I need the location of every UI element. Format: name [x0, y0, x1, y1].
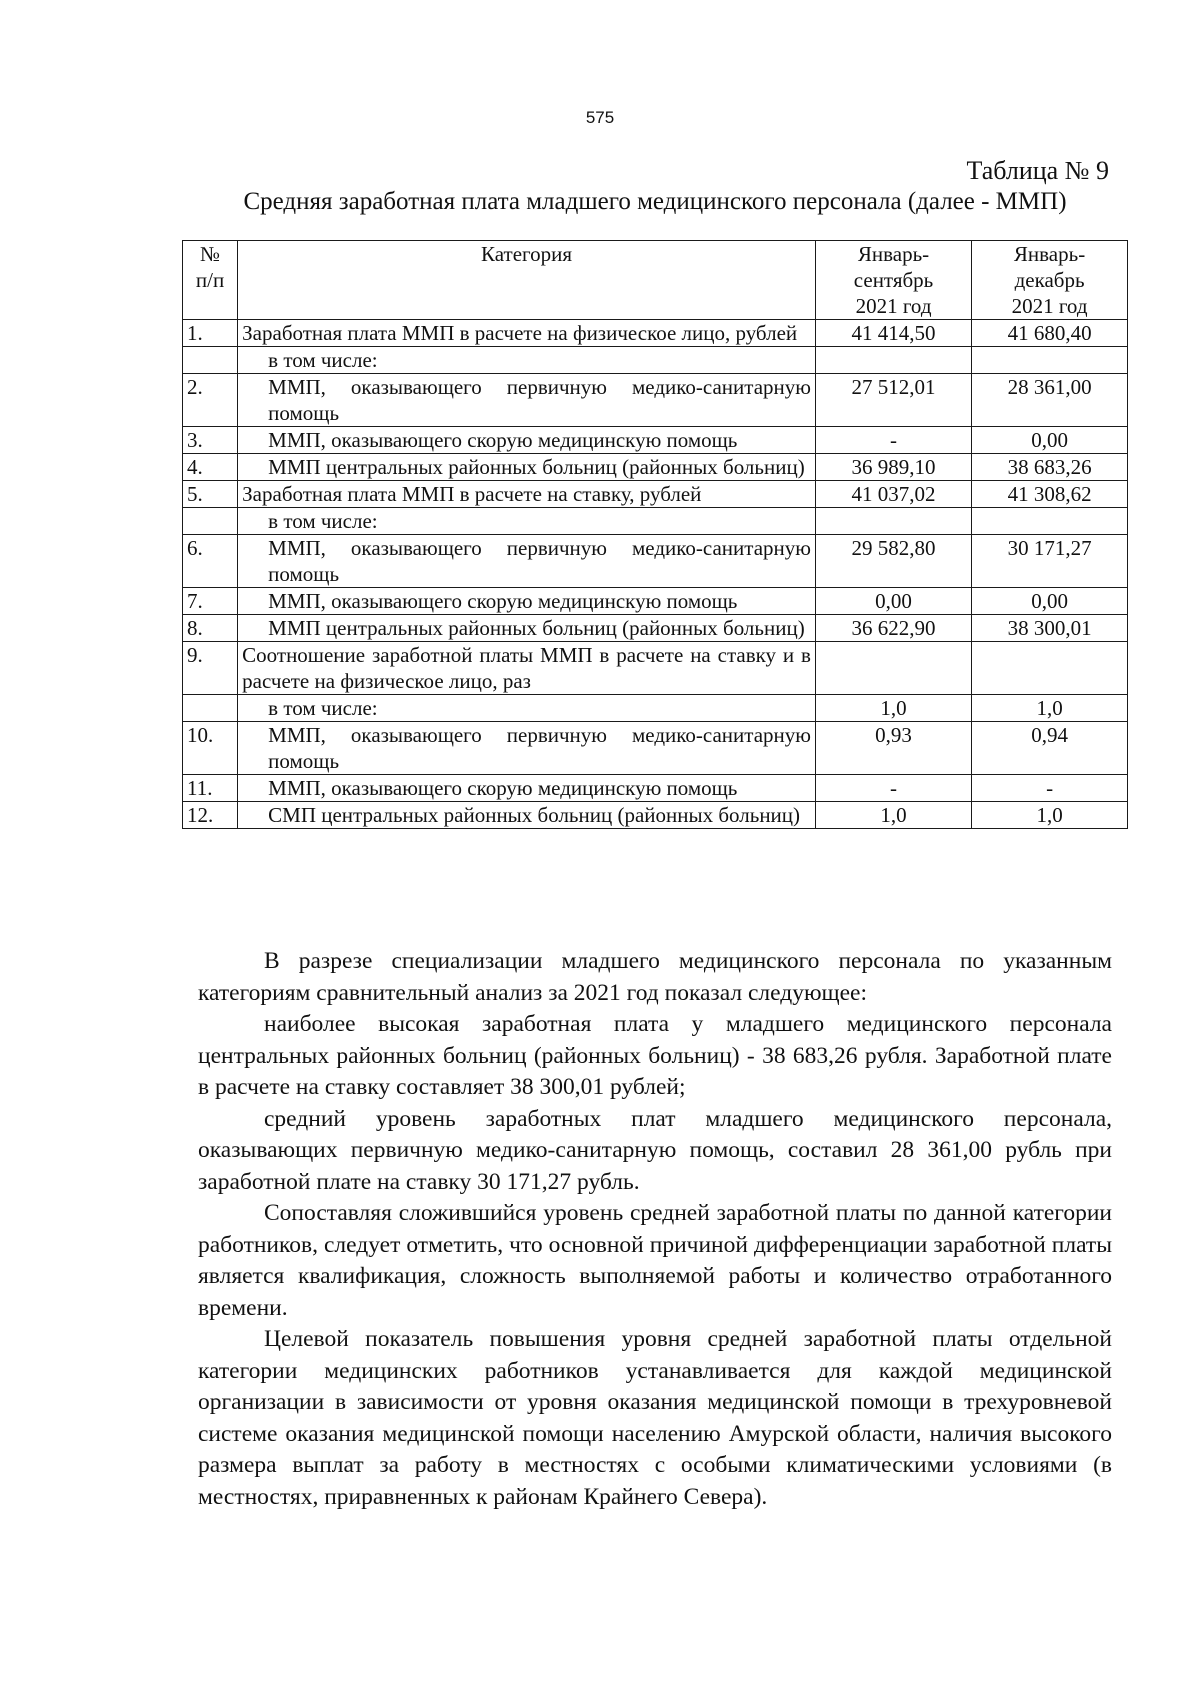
- body-text: [198, 946, 1112, 1513]
- row-value-sep: 41 037,02: [815, 481, 971, 508]
- row-value-dec: 1,0: [972, 695, 1128, 722]
- row-value-sep: 0,00: [815, 588, 971, 615]
- row-value-sep: -: [815, 775, 971, 802]
- row-value-sep: 27 512,01: [815, 374, 971, 427]
- row-value-sep: 36 622,90: [815, 615, 971, 642]
- page-number: 575: [585, 108, 615, 127]
- paragraph: наиболее высокая заработная плата у младшего медицинского персонала центральных районных больниц (районных больниц) - 38 683,26 рубля. Заработной плате в расчете на ставку составляет 38 300,01 рублей;: [198, 1011, 1112, 1100]
- table-row: [183, 802, 1128, 829]
- row-number: 6.: [183, 535, 238, 588]
- row-category: ММП, оказывающего первичную медико-санитарную помощь: [238, 535, 816, 588]
- row-value-dec: 28 361,00: [972, 374, 1128, 427]
- row-value-dec: [972, 508, 1128, 535]
- row-number: 3.: [183, 427, 238, 454]
- table-row: [183, 508, 1128, 535]
- salary-table: [182, 240, 1128, 829]
- paragraph: Сопоставляя сложившийся уровень средней заработной платы по данной категории работников, следует отметить, что основной причиной дифференциации заработной платы является квалификация, сложность выполняемой работы и количество отработанного времени.: [198, 1200, 1112, 1321]
- row-value-sep: 1,0: [815, 695, 971, 722]
- row-number: 12.: [183, 802, 238, 829]
- row-category: СМП центральных районных больниц (районных больниц): [238, 802, 816, 829]
- header-col1-line: сентябрь: [853, 268, 934, 292]
- header-col2: [972, 241, 1128, 320]
- header-col1-line: Январь-: [857, 242, 930, 266]
- table-row: [183, 695, 1128, 722]
- row-value-dec: [972, 347, 1128, 374]
- row-value-sep: -: [815, 427, 971, 454]
- table-row: [183, 615, 1128, 642]
- row-value-dec: 38 683,26: [972, 454, 1128, 481]
- row-value-dec: 0,94: [972, 722, 1128, 775]
- table-row: [183, 374, 1128, 427]
- row-category: ММП, оказывающего скорую медицинскую помощь: [238, 588, 816, 615]
- header-col2-line: Январь-: [1013, 242, 1086, 266]
- table-row: [183, 427, 1128, 454]
- table-row: [183, 775, 1128, 802]
- row-number: 1.: [183, 320, 238, 347]
- row-value-dec: 30 171,27: [972, 535, 1128, 588]
- row-value-sep: 0,93: [815, 722, 971, 775]
- table-row: [183, 454, 1128, 481]
- row-category: ММП центральных районных больниц (районных больниц): [238, 454, 816, 481]
- row-value-dec: 1,0: [972, 802, 1128, 829]
- row-category: Соотношение заработной платы ММП в расчете на ставку и в расчете на физическое лицо, раз: [238, 642, 816, 695]
- header-num-line: №: [200, 242, 221, 266]
- row-number: 8.: [183, 615, 238, 642]
- row-number: 11.: [183, 775, 238, 802]
- row-value-sep: [815, 508, 971, 535]
- row-category: в том числе:: [238, 695, 816, 722]
- row-number: [183, 347, 238, 374]
- row-category: ММП, оказывающего скорую медицинскую помощь: [238, 427, 816, 454]
- row-value-sep: [815, 642, 971, 695]
- row-number: 4.: [183, 454, 238, 481]
- row-number: [183, 695, 238, 722]
- header-col2-line: 2021 год: [1011, 294, 1088, 318]
- row-value-sep: 36 989,10: [815, 454, 971, 481]
- row-category: Заработная плата ММП в расчете на ставку, рублей: [238, 481, 816, 508]
- header-col1: [815, 241, 971, 320]
- row-category: ММП, оказывающего первичную медико-санитарную помощь: [238, 374, 816, 427]
- row-value-sep: 1,0: [815, 802, 971, 829]
- table-row: [183, 481, 1128, 508]
- paragraph: Целевой показатель повышения уровня средней заработной платы отдельной категории медицинских работников устанавливается для каждой медицинской организации в зависимости от уровня оказания медицинской помощи в трехуровневой системе оказания медицинской помощи населению Амурской области, наличия высокого размера выплат за работу в местностях с особыми климатическими условиями (в местностях, приравненных к районам Крайнего Севера).: [198, 1326, 1112, 1510]
- header-num: [183, 241, 238, 320]
- table-body: [183, 320, 1128, 829]
- row-value-dec: 41 680,40: [972, 320, 1128, 347]
- table-row: [183, 722, 1128, 775]
- row-value-dec: -: [972, 775, 1128, 802]
- row-value-sep: 41 414,50: [815, 320, 971, 347]
- paragraph: В разрезе специализации младшего медицинского персонала по указанным категориям сравнительный анализ за 2021 год показал следующее:: [198, 948, 1112, 1006]
- row-number: 10.: [183, 722, 238, 775]
- row-category: ММП, оказывающего скорую медицинскую помощь: [238, 775, 816, 802]
- header-col2-line: декабрь: [1014, 268, 1085, 292]
- table-row: [183, 535, 1128, 588]
- row-number: 5.: [183, 481, 238, 508]
- row-number: 9.: [183, 642, 238, 695]
- table-row: [183, 642, 1128, 695]
- row-category: Заработная плата ММП в расчете на физическое лицо, рублей: [238, 320, 816, 347]
- row-value-dec: [972, 642, 1128, 695]
- row-number: [183, 508, 238, 535]
- row-number: 7.: [183, 588, 238, 615]
- row-value-dec: 41 308,62: [972, 481, 1128, 508]
- table-row: [183, 347, 1128, 374]
- table-title: Средняя заработная плата младшего медицинского персонала (далее - ММП): [243, 188, 1067, 215]
- row-category: ММП, оказывающего первичную медико-санитарную помощь: [238, 722, 816, 775]
- table-header-row: [183, 241, 1128, 320]
- row-value-sep: 29 582,80: [815, 535, 971, 588]
- header-num-line: п/п: [195, 268, 225, 292]
- row-value-dec: 0,00: [972, 427, 1128, 454]
- row-value-dec: 0,00: [972, 588, 1128, 615]
- paragraph: средний уровень заработных плат младшего медицинского персонала, оказывающих первичную медико-санитарную помощь, составил 28 361,00 рубль при заработной плате на ставку 30 171,27 рубль.: [198, 1105, 1112, 1195]
- header-col1-line: 2021 год: [855, 294, 932, 318]
- row-category: в том числе:: [238, 347, 816, 374]
- row-category: в том числе:: [238, 508, 816, 535]
- table-label: Таблица № 9: [966, 156, 1109, 185]
- table-row: [183, 320, 1128, 347]
- row-number: 2.: [183, 374, 238, 427]
- row-value-dec: 38 300,01: [972, 615, 1128, 642]
- header-category: Категория: [238, 241, 816, 320]
- row-value-sep: [815, 347, 971, 374]
- table-row: [183, 588, 1128, 615]
- row-category: ММП центральных районных больниц (районных больниц): [238, 615, 816, 642]
